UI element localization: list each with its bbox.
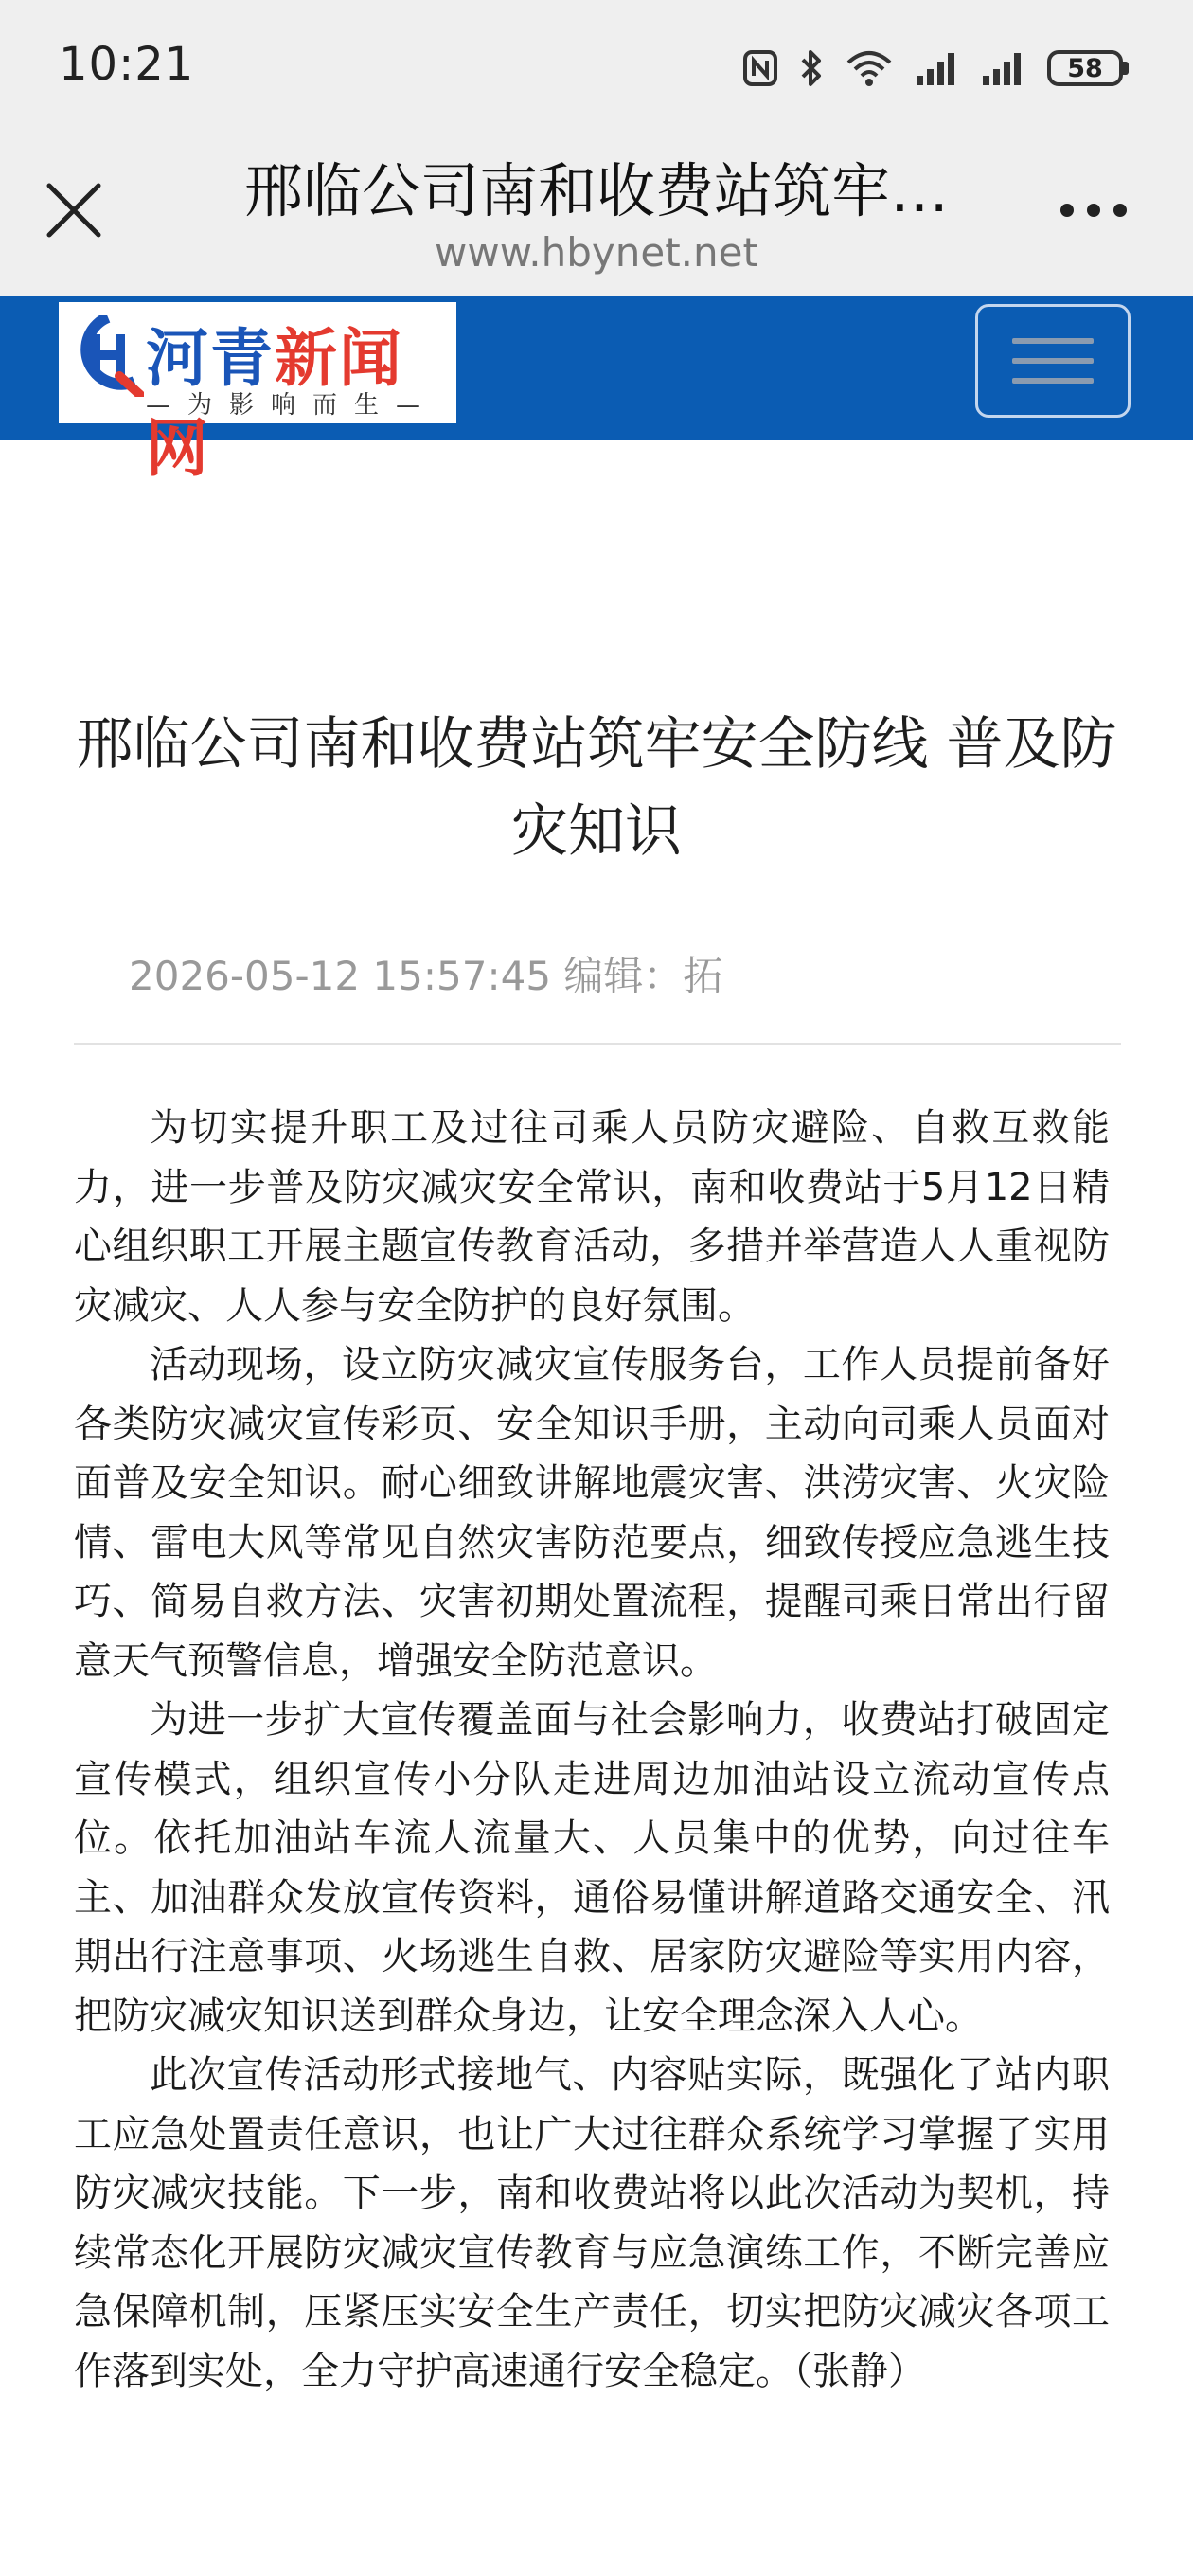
browser-url[interactable]: www.hbynet.net: [435, 229, 758, 276]
more-dot-icon: [1060, 204, 1074, 217]
signal-icon-sim2: [981, 49, 1026, 87]
more-dot-icon: [1087, 204, 1100, 217]
article-title: 邢临公司南和收费站筑牢安全防线 普及防灾知识: [76, 711, 1117, 865]
signal-icon-sim1: [915, 49, 960, 87]
nfc-icon: [742, 49, 778, 87]
status-time: 10:21: [59, 38, 195, 91]
logo-name-part1: 河青: [146, 321, 275, 395]
bluetooth-icon: [799, 48, 824, 88]
menu-line-icon: [1012, 378, 1094, 384]
battery-indicator: [1047, 50, 1129, 86]
menu-line-icon: [1012, 338, 1094, 344]
article-paragraph: 为切实提升职工及过往司乘人员防灾避险、自救互救能力，进一步普及防灾减灾安全常识，南和收费站于5月12日精心组织职工开展主题宣传教育活动，多措并举营造人人重视防灾减灾、人人参与安全防护的良好氛围。: [74, 1106, 1110, 1328]
article-paragraph: 为进一步扩大宣传覆盖面与社会影响力，收费站打破固定宣传模式，组织宣传小分队走进周边加油站设立流动宣传点位。依托加油站车流人流量大、人员集中的优势，向过往车主、加油群众发放宣传资料，通俗易懂讲解道路交通安全、汛期出行注意事项、火场逃生自救、居家防灾避险等实用内容，把防灾减灾知识送到群众身边，让安全理念深入人心。: [74, 1698, 1110, 2038]
article-meta: 2026-05-12 15:57:45 编辑：拓: [129, 953, 723, 999]
site-header: [0, 296, 1193, 485]
site-logo[interactable]: [59, 302, 456, 485]
article-body: [74, 1099, 1110, 2401]
article-paragraph: 此次宣传活动形式接地气、内容贴实际，既强化了站内职工应急处置责任意识，也让广大过往群众系统学习掌握了实用防灾减灾技能。下一步，南和收费站将以此次活动为契机，持续常态化开展防灾减灾宣传教育与应急演练工作，不断完善应急保障机制，压紧压实安全生产责任，切实把防灾减灾各项工作落到实处，全力守护高速通行安全稳定。（张静）: [74, 2053, 1110, 2393]
logo-name-part2: 新闻网: [146, 321, 403, 485]
more-options-button[interactable]: [1060, 204, 1127, 217]
hamburger-menu-button[interactable]: [975, 304, 1131, 418]
browser-page-title: 邢临公司南和收费站筑牢…: [243, 156, 949, 225]
logo-slogan: —为影响而生—: [146, 391, 438, 420]
battery-level: 58: [1047, 50, 1123, 86]
divider: [74, 1043, 1121, 1045]
more-dot-icon: [1113, 204, 1127, 217]
battery-nub: [1123, 62, 1129, 75]
close-icon[interactable]: [42, 178, 106, 242]
logo-h-icon: [72, 315, 144, 397]
article-paragraph: 活动现场，设立防灾减灾宣传服务台，工作人员提前备好各类防灾减灾宣传彩页、安全知识手册，主动向司乘人员面对面普及安全知识。耐心细致讲解地震灾害、洪涝灾害、火灾险情、雷电大风等常见自然灾害防范要点，细致传授应急逃生技巧、简易自救方法、灾害初期处置流程，提醒司乘日常出行留意天气预警信息，增强安全防范意识。: [74, 1343, 1110, 1683]
wifi-icon: [845, 49, 894, 87]
browser-chrome: [0, 0, 1193, 296]
menu-line-icon: [1012, 358, 1094, 364]
status-icons: [742, 45, 1129, 91]
